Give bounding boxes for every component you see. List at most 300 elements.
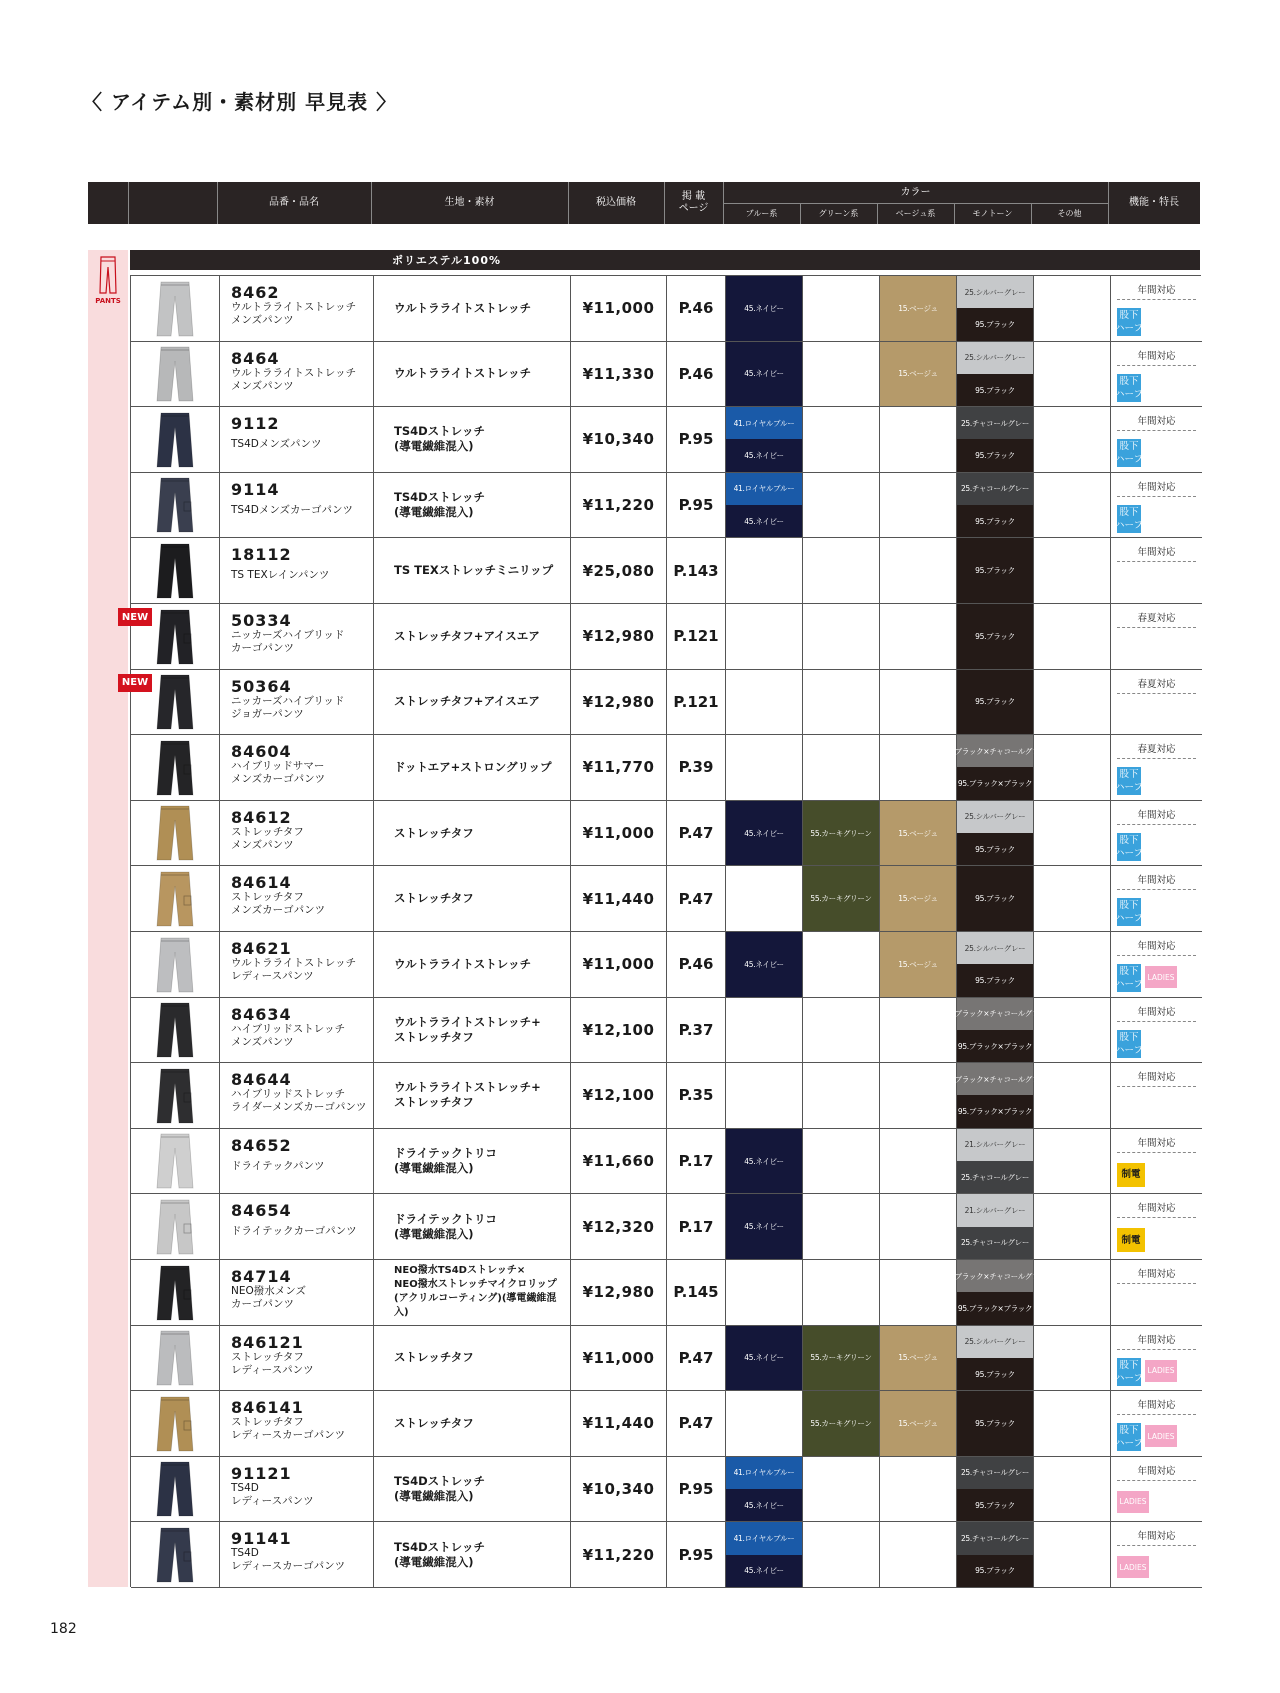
color-swatch: 95.ブラック [957, 833, 1033, 865]
photo-cell [131, 538, 220, 603]
product-name-line: TS TEXレインパンツ [231, 569, 330, 582]
page-ref-cell: P.37 [667, 998, 726, 1063]
divider [1117, 627, 1196, 628]
product-code: 84634 [231, 1004, 292, 1024]
product-photo [153, 280, 197, 338]
color-blue-cell [726, 1391, 803, 1456]
color-beige-cell [880, 407, 957, 472]
product-code: 84644 [231, 1070, 292, 1090]
divider [1117, 889, 1196, 890]
color-green-cell [803, 1063, 880, 1128]
product-photo [153, 1067, 197, 1125]
features-cell [1111, 604, 1202, 669]
new-badge: NEW [118, 608, 152, 626]
color-swatch: 45.ネイビー [726, 1326, 802, 1391]
color-swatch: 15.ベージュ [880, 866, 956, 931]
product-name-line: メンズパンツ [231, 1035, 294, 1048]
divider [1117, 758, 1196, 759]
color-green-cell [803, 670, 880, 735]
ladies-badge: LADIES [1117, 1556, 1149, 1578]
features-cell [1111, 1260, 1202, 1325]
page-ref-cell: P.121 [667, 604, 726, 669]
material-line: ストレッチタフ+アイスエア [394, 628, 540, 643]
product-name-cell [220, 538, 374, 603]
table-row [131, 1194, 1202, 1260]
photo-cell [131, 276, 220, 341]
price-cell: ¥11,000 [571, 932, 667, 997]
product-name-cell [220, 1391, 374, 1456]
color-mono-cell [943, 1063, 1047, 1128]
color-blue-cell [726, 932, 803, 997]
features-cell [1111, 932, 1202, 997]
product-photo [153, 1460, 197, 1518]
material-line: ウルトラライトストレッチ [394, 366, 532, 381]
material-cell [374, 1063, 571, 1128]
color-mono-cell [943, 998, 1047, 1063]
table-row [131, 1326, 1202, 1392]
price-cell: ¥11,000 [571, 276, 667, 341]
inseam-half-badge: 股下 ハーフ [1114, 769, 1144, 794]
page-title: 〈 アイテム別・素材別 早見表 〉 [82, 90, 398, 114]
product-name-cell [220, 1129, 374, 1194]
color-swatch: 45.ネイビー [726, 932, 802, 997]
product-photo [153, 739, 197, 797]
color-green-cell [803, 538, 880, 603]
color-blue-cell [726, 1326, 803, 1391]
season-label: 年間対応 [1137, 1137, 1176, 1149]
divider [1117, 693, 1196, 694]
features-cell [1111, 1326, 1202, 1391]
product-name-line: カーゴパンツ [231, 1298, 294, 1310]
color-swatch: 25.チャコールグレー [957, 1457, 1033, 1489]
photo-cell [121, 604, 220, 669]
color-green-cell [803, 473, 880, 538]
product-name-line: ハイブリッドストレッチ [231, 1022, 346, 1035]
color-swatch: 15.ベージュ [880, 801, 956, 866]
price-cell: ¥11,330 [571, 342, 667, 407]
color-green-cell [803, 998, 880, 1063]
price-cell: ¥12,980 [571, 604, 667, 669]
divider [1117, 365, 1196, 366]
product-name-cell [220, 735, 374, 800]
season-label: 年間対応 [1137, 1400, 1176, 1412]
table-row [131, 1457, 1202, 1523]
photo-cell [131, 342, 220, 407]
product-name-cell [220, 473, 374, 538]
features-cell [1111, 735, 1202, 800]
season-label: 年間対応 [1137, 1465, 1176, 1477]
product-code: 18112 [231, 545, 292, 565]
product-name-cell [220, 1326, 374, 1391]
photo-cell [131, 801, 220, 866]
color-swatch: 25.チャコールグレー [957, 1522, 1033, 1554]
table-row [131, 1522, 1202, 1588]
color-swatch: 95.ブラック×ブラック [957, 1292, 1033, 1324]
material-line: ストレッチタフ [394, 825, 474, 840]
divider [1117, 496, 1196, 497]
color-swatch: 95.ブラック [957, 1391, 1033, 1456]
color-other-cell [1034, 998, 1111, 1063]
features-cell [1111, 1522, 1202, 1587]
color-swatch: 45.ネイビー [726, 801, 802, 866]
photo-cell [131, 998, 220, 1063]
header-photo [128, 182, 217, 224]
inseam-half-badge: 股下 ハーフ [1114, 310, 1144, 334]
photo-cell [131, 1194, 220, 1259]
material-line: ドットエア+ストロングリップ [394, 759, 552, 774]
antistatic-badge: 制電 [1117, 1228, 1145, 1252]
page-ref-cell: P.35 [667, 1063, 726, 1128]
page-ref-cell: P.47 [667, 866, 726, 931]
material-line: (導電繊維混入) [394, 1554, 474, 1569]
page-ref-cell: P.46 [667, 276, 726, 341]
product-name-line: ドライテックカーゴパンツ [231, 1225, 357, 1238]
material-line: TS TEXストレッチミニリップ [394, 563, 554, 578]
season-label: 春夏対応 [1137, 678, 1176, 690]
page-ref-cell: P.121 [667, 670, 726, 735]
header-color: カラー [900, 186, 931, 198]
color-green-cell [803, 1129, 880, 1194]
material-line: ストレッチタフ [394, 1095, 474, 1110]
season-label: 年間対応 [1137, 350, 1176, 362]
page-ref-cell: P.95 [667, 473, 726, 538]
product-photo [153, 1001, 197, 1059]
table-row [121, 670, 1202, 736]
color-swatch: 92.ブラック×チャコールグレー [957, 735, 1033, 767]
photo-cell [121, 670, 220, 735]
product-photo [153, 345, 197, 403]
features-cell [1111, 670, 1202, 735]
color-beige-cell [880, 932, 957, 997]
material-cell [374, 1522, 571, 1587]
features-cell [1111, 1391, 1202, 1456]
color-swatch: 21.シルバーグレー [957, 1194, 1033, 1226]
color-swatch: 95.ブラック [957, 604, 1033, 669]
color-beige-cell [880, 473, 957, 538]
page-ref-cell: P.17 [667, 1194, 726, 1259]
price-cell: ¥12,980 [571, 1260, 667, 1325]
inseam-half-badge: 股下 ハーフ [1114, 375, 1144, 400]
product-name-line: ハイブリッドストレッチ [231, 1088, 346, 1101]
ladies-badge: LADIES [1145, 1360, 1177, 1382]
season-label: 年間対応 [1137, 1531, 1176, 1543]
product-code: 84652 [231, 1135, 292, 1155]
features-cell [1111, 407, 1202, 472]
photo-cell [131, 1260, 220, 1325]
table-row [131, 801, 1202, 867]
product-name-cell [220, 998, 374, 1063]
color-swatch: 25.チャコールグレー [957, 407, 1033, 439]
material-line: ウルトラライトストレッチ+ [394, 1014, 541, 1029]
divider [1117, 430, 1196, 431]
page-ref-cell: P.145 [667, 1260, 726, 1325]
color-mono-cell [943, 1260, 1047, 1325]
color-swatch: 95.ブラック [957, 1489, 1033, 1521]
material-line: ウルトラライトストレッチ+ [394, 1080, 541, 1095]
product-code: 9114 [231, 479, 280, 499]
product-name-cell [220, 1063, 374, 1128]
product-name-cell [220, 1194, 374, 1259]
product-name-line: ニッカーズハイブリッド [231, 694, 345, 707]
material-cell [374, 473, 571, 538]
color-beige-cell [880, 1326, 957, 1391]
color-swatch: 95.ブラック [957, 1555, 1033, 1587]
price-cell: ¥11,660 [571, 1129, 667, 1194]
material-cell [374, 1129, 571, 1194]
product-code: 91141 [231, 1529, 292, 1549]
color-swatch: 45.ネイビー [726, 342, 802, 407]
product-code: 91121 [231, 1463, 292, 1483]
features-cell [1111, 1194, 1202, 1259]
color-other-cell [1034, 407, 1111, 472]
photo-cell [131, 866, 220, 931]
color-swatch: 95.ブラック×ブラック [957, 767, 1033, 799]
product-name-line: メンズパンツ [231, 838, 294, 851]
material-line: (導電繊維混入) [394, 1489, 474, 1504]
product-name-line: ドライテックパンツ [231, 1159, 325, 1172]
color-blue-cell [726, 735, 803, 800]
color-green-cell [803, 801, 880, 866]
color-swatch: 92.ブラック×チャコールグレー [957, 1260, 1033, 1292]
features-cell [1111, 276, 1202, 341]
season-label: 春夏対応 [1137, 613, 1176, 624]
color-blue-cell [726, 407, 803, 472]
photo-cell [131, 473, 220, 538]
color-mono-cell [957, 1326, 1034, 1391]
price-cell: ¥11,000 [571, 1326, 667, 1391]
material-cell [374, 538, 571, 603]
color-blue-cell [726, 1260, 803, 1325]
material-cell [374, 604, 571, 669]
product-name-line: ストレッチタフ [231, 891, 304, 904]
color-swatch: 25.チャコールグレー [957, 1161, 1033, 1193]
color-swatch: 41.ロイヤルブルー [726, 1457, 802, 1489]
color-mono-cell [957, 1194, 1034, 1259]
product-code: 8462 [231, 283, 280, 302]
page-ref-cell: P.46 [667, 342, 726, 407]
color-green-cell [803, 866, 880, 931]
material-line: (アクリルコーティング)(導電繊維混入) [394, 1293, 557, 1319]
price-cell: ¥11,770 [571, 735, 667, 800]
color-swatch: 21.シルバーグレー [957, 1129, 1033, 1161]
color-mono-cell [957, 538, 1034, 603]
photo-cell [131, 407, 220, 472]
color-green-cell [803, 1391, 880, 1456]
product-name-line: カーゴパンツ [231, 642, 294, 654]
color-beige-cell [880, 866, 957, 931]
product-name-cell [220, 670, 374, 735]
features-cell [1111, 998, 1202, 1063]
material-line: TS4Dストレッチ [394, 424, 486, 439]
header-color-beige: ベージュ系 [895, 209, 936, 218]
antistatic-badge: 制電 [1117, 1163, 1145, 1187]
product-name-line: ハイブリッドサマー [231, 760, 325, 773]
color-other-cell [1034, 1063, 1111, 1128]
header-page: 掲 載 ページ [678, 191, 709, 214]
season-label: 年間対応 [1137, 547, 1176, 559]
page-number: 182 [50, 1621, 77, 1637]
product-photo [153, 542, 197, 600]
product-name-cell [220, 604, 374, 669]
color-blue-cell [726, 473, 803, 538]
color-swatch: 95.ブラック [957, 964, 1033, 996]
color-other-cell [1034, 276, 1111, 341]
color-swatch: 45.ネイビー [726, 1489, 802, 1521]
product-name-line: メンズカーゴパンツ [231, 904, 326, 917]
color-green-cell [803, 932, 880, 997]
category-band [88, 250, 128, 1587]
divider [1117, 1283, 1196, 1284]
color-green-cell [803, 1457, 880, 1522]
product-code: 9112 [231, 414, 280, 434]
table-header [88, 182, 1200, 224]
page-ref-cell: P.47 [667, 801, 726, 866]
product-photo [153, 411, 197, 469]
photo-cell [131, 1391, 220, 1456]
color-swatch: 25.シルバーグレー [957, 276, 1033, 308]
color-other-cell [1034, 1522, 1111, 1587]
color-swatch: 55.カーキグリーン [803, 1391, 879, 1456]
material-cell [374, 342, 571, 407]
color-swatch: 45.ネイビー [726, 1194, 802, 1259]
color-mono-cell [943, 735, 1047, 800]
divider [1117, 1021, 1196, 1022]
color-other-cell [1034, 1260, 1111, 1325]
divider [1117, 561, 1196, 562]
product-photo [153, 1132, 197, 1190]
product-name-line: メンズパンツ [231, 314, 294, 326]
color-swatch: 25.シルバーグレー [957, 801, 1033, 833]
page-ref-cell: P.17 [667, 1129, 726, 1194]
color-mono-cell [957, 1457, 1034, 1522]
color-other-cell [1034, 735, 1111, 800]
material-line: ドライテックトリコ [394, 1211, 497, 1226]
material-line: ウルトラライトストレッチ [394, 956, 532, 971]
season-label: 年間対応 [1137, 481, 1176, 493]
divider [1117, 299, 1196, 300]
price-cell: ¥25,080 [571, 538, 667, 603]
color-swatch: 45.ネイビー [726, 1555, 802, 1587]
color-beige-cell [880, 276, 957, 341]
color-other-cell [1034, 1457, 1111, 1522]
product-photo [153, 936, 197, 994]
color-blue-cell [726, 342, 803, 407]
product-name-cell [220, 342, 374, 407]
product-code: 8464 [231, 348, 280, 368]
color-swatch: 25.シルバーグレー [957, 932, 1033, 964]
color-swatch: 15.ベージュ [880, 342, 956, 407]
price-cell: ¥11,000 [571, 801, 667, 866]
page-ref-cell: P.95 [667, 1457, 726, 1522]
color-swatch: 95.ブラック×ブラック [957, 1095, 1033, 1127]
product-name-line: メンズパンツ [231, 379, 294, 392]
color-blue-cell [726, 604, 803, 669]
price-cell: ¥12,320 [571, 1194, 667, 1259]
product-name-line: ウルトラライトストレッチ [231, 366, 357, 379]
table-row [131, 276, 1202, 342]
inseam-half-badge: 股下 ハーフ [1114, 1425, 1144, 1450]
color-swatch: 95.ブラック [957, 670, 1033, 735]
product-name-line: ストレッチタフ [231, 825, 304, 838]
color-swatch: 95.ブラック [957, 505, 1033, 537]
material-line: (導電繊維混入) [394, 1161, 474, 1176]
color-swatch: 92.ブラック×チャコールグレー [957, 1063, 1033, 1095]
divider [1117, 1086, 1196, 1087]
color-swatch: 15.ベージュ [880, 1326, 956, 1391]
material-line: TS4Dストレッチ [394, 1474, 486, 1489]
material-cell [374, 1326, 571, 1391]
color-swatch: 25.チャコールグレー [957, 473, 1033, 505]
table-row [131, 342, 1202, 408]
color-mono-cell [957, 932, 1034, 997]
color-beige-cell [880, 604, 957, 669]
color-blue-cell [726, 1522, 803, 1587]
material-cell [374, 866, 571, 931]
inseam-half-badge: 股下 ハーフ [1114, 900, 1144, 925]
color-mono-cell [957, 670, 1034, 735]
material-line: ストレッチタフ [394, 1350, 474, 1365]
inseam-half-badge: 股下 ハーフ [1114, 834, 1144, 859]
product-photo [153, 673, 197, 731]
color-swatch: 41.ロイヤルブルー [726, 473, 802, 505]
product-photo [153, 1198, 197, 1256]
product-name-line: ウルトラライトストレッチ [231, 957, 357, 969]
product-name-cell [220, 1457, 374, 1522]
product-name-line: TS4Dメンズカーゴパンツ [231, 503, 354, 516]
material-line: ドライテックトリコ [394, 1146, 497, 1161]
price-cell: ¥11,440 [571, 866, 667, 931]
color-beige-cell [880, 1522, 957, 1587]
color-swatch: 95.ブラック [957, 866, 1033, 931]
color-mono-cell [957, 604, 1034, 669]
photo-cell [131, 1129, 220, 1194]
page-ref-cell: P.95 [667, 407, 726, 472]
color-other-cell [1034, 604, 1111, 669]
color-blue-cell [726, 1063, 803, 1128]
material-group-bar: ポリエステル100% [130, 250, 1200, 270]
material-line: (導電繊維混入) [394, 1226, 474, 1241]
color-blue-cell [726, 670, 803, 735]
color-blue-cell [726, 1194, 803, 1259]
table-row [131, 1129, 1202, 1195]
material-line: ストレッチタフ [394, 1415, 474, 1430]
color-green-cell [803, 1260, 880, 1325]
color-mono-cell [957, 801, 1034, 866]
product-code: 84614 [231, 873, 292, 893]
price-cell: ¥12,100 [571, 998, 667, 1063]
color-beige-cell [880, 342, 957, 407]
new-badge: NEW [118, 674, 152, 692]
table-row [131, 1391, 1202, 1457]
material-cell [374, 1260, 571, 1325]
color-swatch: 55.カーキグリーン [803, 866, 879, 931]
material-cell [374, 998, 571, 1063]
divider [1117, 1349, 1196, 1350]
material-cell [374, 932, 571, 997]
color-swatch: 41.ロイヤルブルー [726, 1522, 802, 1554]
product-name-line: メンズカーゴパンツ [231, 773, 326, 786]
color-green-cell [803, 1522, 880, 1587]
material-cell [374, 276, 571, 341]
color-other-cell [1034, 538, 1111, 603]
table-row [131, 407, 1202, 473]
ladies-badge: LADIES [1145, 1425, 1177, 1447]
price-cell: ¥11,440 [571, 1391, 667, 1456]
table-row [121, 604, 1202, 670]
color-blue-cell [726, 1457, 803, 1522]
color-beige-cell [880, 1129, 957, 1194]
color-swatch: 45.ネイビー [726, 505, 802, 537]
